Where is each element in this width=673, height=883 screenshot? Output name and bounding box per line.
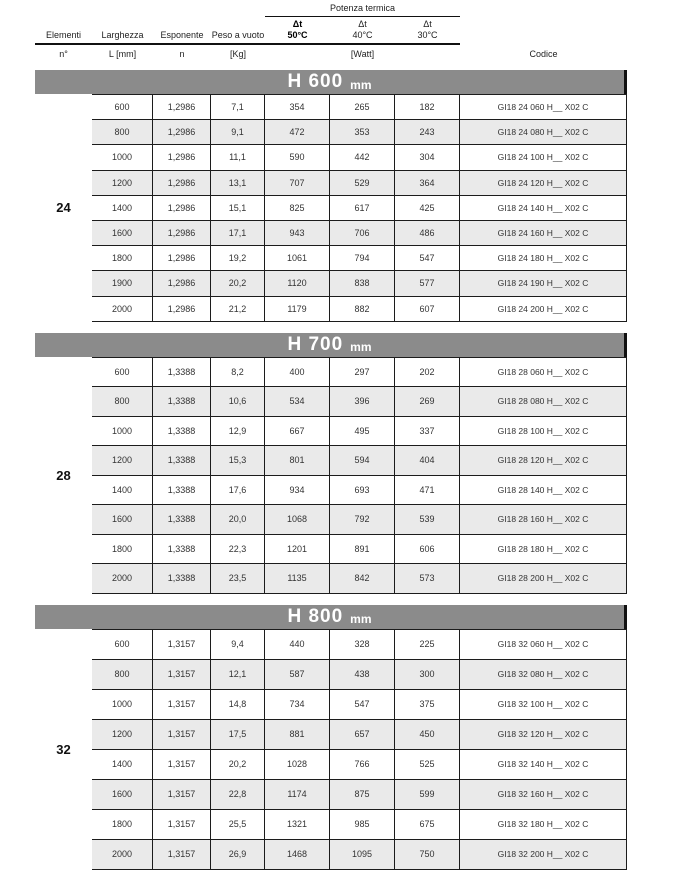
larghezza-cell: 800 <box>92 660 153 689</box>
larghezza-cell: 1800 <box>92 810 153 839</box>
potenza-dt50-cell: 881 <box>265 720 330 749</box>
potenza-dt30-cell: 599 <box>395 780 460 809</box>
table-row <box>92 750 627 780</box>
esponente-cell: 1,3157 <box>153 690 211 719</box>
peso-cell: 11,1 <box>211 145 265 169</box>
peso-cell: 22,8 <box>211 780 265 809</box>
potenza-dt50-cell: 825 <box>265 196 330 220</box>
unit-esponente: n <box>179 49 185 59</box>
esponente-cell: 1,2986 <box>153 145 211 169</box>
potenza-dt30-cell: 337 <box>395 417 460 446</box>
esponente-cell: 1,3157 <box>153 780 211 809</box>
unit-peso: [Kg] <box>229 49 246 59</box>
potenza-dt30-cell: 486 <box>395 221 460 245</box>
larghezza-cell: 1200 <box>92 171 153 195</box>
unit-larghezza: L [mm] <box>108 49 137 59</box>
elementi-count: 28 <box>56 467 71 483</box>
larghezza-cell: 1000 <box>92 145 153 169</box>
potenza-dt30-cell: 450 <box>395 720 460 749</box>
codice-cell: GI18 32 120 H__ X02 C <box>460 720 627 749</box>
table-row <box>92 387 627 417</box>
peso-cell: 17,5 <box>211 720 265 749</box>
potenza-dt30-cell: 304 <box>395 145 460 169</box>
peso-cell: 23,5 <box>211 564 265 593</box>
esponente-cell: 1,2986 <box>153 246 211 270</box>
larghezza-cell: 1600 <box>92 505 153 534</box>
larghezza-cell: 1800 <box>92 246 153 270</box>
larghezza-cell: 1000 <box>92 690 153 719</box>
delta-t-30-symbol: Δt <box>423 19 432 29</box>
codice-cell: GI18 24 080 H__ X02 C <box>460 120 627 144</box>
codice-cell: GI18 28 180 H__ X02 C <box>460 535 627 564</box>
peso-cell: 9,1 <box>211 120 265 144</box>
peso-cell: 8,2 <box>211 358 265 387</box>
potenza-dt40-cell: 442 <box>330 145 395 169</box>
potenza-dt40-cell: 353 <box>330 120 395 144</box>
col-header-elementi: Elementi <box>45 30 81 40</box>
potenza-dt50-cell: 1468 <box>265 840 330 869</box>
larghezza-cell: 600 <box>92 358 153 387</box>
table-row <box>92 246 627 271</box>
column-header-row <box>35 17 627 41</box>
potenza-dt50-cell: 734 <box>265 690 330 719</box>
col-header-dt50 <box>265 19 330 41</box>
potenza-dt50-cell: 1321 <box>265 810 330 839</box>
table-row <box>92 810 627 840</box>
table-row <box>92 690 627 720</box>
esponente-cell: 1,3157 <box>153 660 211 689</box>
potenza-dt30-cell: 225 <box>395 630 460 659</box>
potenza-dt50-cell: 1120 <box>265 271 330 295</box>
datasheet-page <box>35 0 627 870</box>
potenza-dt50-cell: 1174 <box>265 780 330 809</box>
section-unit: mm <box>350 612 372 627</box>
codice-cell: GI18 28 080 H__ X02 C <box>460 387 627 416</box>
potenza-dt50-cell: 1135 <box>265 564 330 593</box>
potenza-dt40-cell: 297 <box>330 358 395 387</box>
esponente-cell: 1,2986 <box>153 171 211 195</box>
potenza-dt50-cell: 801 <box>265 446 330 475</box>
section-banner-h600 <box>35 70 627 94</box>
table-row <box>92 564 627 594</box>
unit-header-row <box>35 45 627 64</box>
table-row <box>92 221 627 246</box>
larghezza-cell: 1200 <box>92 446 153 475</box>
peso-cell: 20,0 <box>211 505 265 534</box>
esponente-cell: 1,2986 <box>153 120 211 144</box>
table-row <box>92 171 627 196</box>
potenza-dt30-cell: 675 <box>395 810 460 839</box>
potenza-dt30-cell: 525 <box>395 750 460 779</box>
potenza-dt50-cell: 1201 <box>265 535 330 564</box>
esponente-cell: 1,3388 <box>153 564 211 593</box>
potenza-termica-label: Potenza termica <box>329 3 396 13</box>
larghezza-cell: 1400 <box>92 476 153 505</box>
section-unit: mm <box>350 77 372 92</box>
potenza-dt50-cell: 1028 <box>265 750 330 779</box>
potenza-dt50-cell: 667 <box>265 417 330 446</box>
potenza-dt30-cell: 375 <box>395 690 460 719</box>
peso-cell: 20,2 <box>211 271 265 295</box>
esponente-cell: 1,3157 <box>153 750 211 779</box>
larghezza-cell: 600 <box>92 630 153 659</box>
table-row <box>92 446 627 476</box>
potenza-dt40-cell: 842 <box>330 564 395 593</box>
table-row <box>92 358 627 388</box>
table-row <box>92 840 627 870</box>
potenza-dt30-cell: 404 <box>395 446 460 475</box>
section-h600 <box>35 70 627 322</box>
potenza-dt30-cell: 202 <box>395 358 460 387</box>
larghezza-cell: 1400 <box>92 196 153 220</box>
esponente-cell: 1,3388 <box>153 358 211 387</box>
potenza-dt50-cell: 1068 <box>265 505 330 534</box>
potenza-dt30-cell: 243 <box>395 120 460 144</box>
codice-cell: GI18 32 160 H__ X02 C <box>460 780 627 809</box>
potenza-dt40-cell: 617 <box>330 196 395 220</box>
larghezza-cell: 1600 <box>92 221 153 245</box>
potenza-dt30-cell: 573 <box>395 564 460 593</box>
codice-cell: GI18 24 180 H__ X02 C <box>460 246 627 270</box>
delta-t-50-temp: 50°C <box>287 30 308 40</box>
codice-cell: GI18 32 180 H__ X02 C <box>460 810 627 839</box>
codice-cell: GI18 28 060 H__ X02 C <box>460 358 627 387</box>
potenza-dt50-cell: 590 <box>265 145 330 169</box>
table-row <box>92 535 627 565</box>
potenza-dt50-cell: 534 <box>265 387 330 416</box>
potenza-dt40-cell: 529 <box>330 171 395 195</box>
delta-t-40-temp: 40°C <box>352 30 373 40</box>
codice-cell: GI18 28 100 H__ X02 C <box>460 417 627 446</box>
section-h800 <box>35 605 627 870</box>
potenza-dt40-cell: 693 <box>330 476 395 505</box>
esponente-cell: 1,2986 <box>153 196 211 220</box>
esponente-cell: 1,3388 <box>153 387 211 416</box>
potenza-dt50-cell: 943 <box>265 221 330 245</box>
col-header-larghezza: Larghezza <box>101 30 144 40</box>
peso-cell: 15,3 <box>211 446 265 475</box>
codice-cell: GI18 32 060 H__ X02 C <box>460 630 627 659</box>
peso-cell: 12,1 <box>211 660 265 689</box>
table-row <box>92 271 627 296</box>
potenza-dt50-cell: 587 <box>265 660 330 689</box>
codice-cell: GI18 24 060 H__ X02 C <box>460 95 627 119</box>
potenza-dt40-cell: 547 <box>330 690 395 719</box>
larghezza-cell: 800 <box>92 387 153 416</box>
peso-cell: 15,1 <box>211 196 265 220</box>
esponente-cell: 1,2986 <box>153 297 211 321</box>
table-row <box>92 120 627 145</box>
table-row <box>92 720 627 750</box>
codice-cell: GI18 24 120 H__ X02 C <box>460 171 627 195</box>
data-rows <box>92 629 627 870</box>
elementi-count: 32 <box>56 741 71 757</box>
col-header-dt30 <box>395 19 460 41</box>
esponente-cell: 1,3157 <box>153 720 211 749</box>
col-header-dt40 <box>330 19 395 41</box>
potenza-dt50-cell: 440 <box>265 630 330 659</box>
section-banner-h800 <box>35 605 627 629</box>
codice-cell: GI18 28 120 H__ X02 C <box>460 446 627 475</box>
potenza-dt40-cell: 438 <box>330 660 395 689</box>
delta-t-40-symbol: Δt <box>358 19 367 29</box>
codice-cell: GI18 28 140 H__ X02 C <box>460 476 627 505</box>
potenza-dt50-cell: 354 <box>265 95 330 119</box>
potenza-dt30-cell: 750 <box>395 840 460 869</box>
potenza-dt40-cell: 396 <box>330 387 395 416</box>
col-header-codice: Codice <box>529 49 558 59</box>
potenza-dt50-cell: 1179 <box>265 297 330 321</box>
peso-cell: 21,2 <box>211 297 265 321</box>
larghezza-cell: 2000 <box>92 564 153 593</box>
larghezza-cell: 2000 <box>92 297 153 321</box>
esponente-cell: 1,3388 <box>153 446 211 475</box>
potenza-dt50-cell: 1061 <box>265 246 330 270</box>
codice-cell: GI18 28 160 H__ X02 C <box>460 505 627 534</box>
potenza-dt40-cell: 706 <box>330 221 395 245</box>
codice-cell: GI18 32 140 H__ X02 C <box>460 750 627 779</box>
potenza-dt30-cell: 606 <box>395 535 460 564</box>
codice-cell: GI18 32 080 H__ X02 C <box>460 660 627 689</box>
delta-t-30-temp: 30°C <box>417 30 438 40</box>
table-row <box>92 780 627 810</box>
table-row <box>92 297 627 322</box>
elementi-count: 24 <box>56 200 71 216</box>
potenza-dt40-cell: 328 <box>330 630 395 659</box>
table-row <box>92 630 627 660</box>
esponente-cell: 1,3388 <box>153 476 211 505</box>
potenza-dt40-cell: 882 <box>330 297 395 321</box>
table-row <box>92 505 627 535</box>
potenza-dt30-cell: 300 <box>395 660 460 689</box>
esponente-cell: 1,2986 <box>153 95 211 119</box>
data-rows <box>92 94 627 322</box>
codice-cell: GI18 32 200 H__ X02 C <box>460 840 627 869</box>
potenza-dt40-cell: 792 <box>330 505 395 534</box>
table-row <box>92 476 627 506</box>
potenza-dt40-cell: 891 <box>330 535 395 564</box>
peso-cell: 7,1 <box>211 95 265 119</box>
codice-cell: GI18 32 100 H__ X02 C <box>460 690 627 719</box>
potenza-dt40-cell: 1095 <box>330 840 395 869</box>
larghezza-cell: 1400 <box>92 750 153 779</box>
section-unit: mm <box>350 340 372 355</box>
peso-cell: 17,6 <box>211 476 265 505</box>
peso-cell: 10,6 <box>211 387 265 416</box>
larghezza-cell: 1000 <box>92 417 153 446</box>
codice-cell: GI18 24 100 H__ X02 C <box>460 145 627 169</box>
table-header <box>35 3 627 64</box>
larghezza-cell: 2000 <box>92 840 153 869</box>
peso-cell: 12,9 <box>211 417 265 446</box>
potenza-dt30-cell: 182 <box>395 95 460 119</box>
larghezza-cell: 600 <box>92 95 153 119</box>
peso-cell: 13,1 <box>211 171 265 195</box>
potenza-dt40-cell: 495 <box>330 417 395 446</box>
esponente-cell: 1,3157 <box>153 840 211 869</box>
esponente-cell: 1,3157 <box>153 630 211 659</box>
unit-watt: [Watt] <box>350 49 375 59</box>
esponente-cell: 1,2986 <box>153 221 211 245</box>
peso-cell: 22,3 <box>211 535 265 564</box>
peso-cell: 14,8 <box>211 690 265 719</box>
peso-cell: 26,9 <box>211 840 265 869</box>
potenza-dt30-cell: 269 <box>395 387 460 416</box>
potenza-dt40-cell: 766 <box>330 750 395 779</box>
potenza-dt50-cell: 400 <box>265 358 330 387</box>
larghezza-cell: 1800 <box>92 535 153 564</box>
table-row <box>92 95 627 120</box>
potenza-dt50-cell: 934 <box>265 476 330 505</box>
peso-cell: 17,1 <box>211 221 265 245</box>
potenza-dt30-cell: 425 <box>395 196 460 220</box>
potenza-dt40-cell: 657 <box>330 720 395 749</box>
esponente-cell: 1,3157 <box>153 810 211 839</box>
table-row <box>92 660 627 690</box>
data-rows <box>92 357 627 594</box>
larghezza-cell: 1600 <box>92 780 153 809</box>
delta-t-50-symbol: Δt <box>292 19 303 29</box>
esponente-cell: 1,3388 <box>153 535 211 564</box>
esponente-cell: 1,2986 <box>153 271 211 295</box>
potenza-dt40-cell: 794 <box>330 246 395 270</box>
potenza-dt30-cell: 539 <box>395 505 460 534</box>
table-row <box>92 196 627 221</box>
larghezza-cell: 1900 <box>92 271 153 295</box>
potenza-dt40-cell: 594 <box>330 446 395 475</box>
potenza-dt40-cell: 875 <box>330 780 395 809</box>
potenza-dt30-cell: 577 <box>395 271 460 295</box>
peso-cell: 20,2 <box>211 750 265 779</box>
larghezza-cell: 800 <box>92 120 153 144</box>
larghezza-cell: 1200 <box>92 720 153 749</box>
col-header-peso: Peso a vuoto <box>211 30 265 40</box>
codice-cell: GI18 24 140 H__ X02 C <box>460 196 627 220</box>
section-title: H 800 <box>287 605 344 627</box>
peso-cell: 9,4 <box>211 630 265 659</box>
potenza-dt50-cell: 707 <box>265 171 330 195</box>
col-header-esponente: Esponente <box>160 30 204 40</box>
potenza-dt40-cell: 985 <box>330 810 395 839</box>
potenza-dt40-cell: 265 <box>330 95 395 119</box>
table-row <box>92 417 627 447</box>
codice-cell: GI18 24 160 H__ X02 C <box>460 221 627 245</box>
peso-cell: 19,2 <box>211 246 265 270</box>
potenza-dt30-cell: 471 <box>395 476 460 505</box>
potenza-dt50-cell: 472 <box>265 120 330 144</box>
potenza-dt40-cell: 838 <box>330 271 395 295</box>
potenza-dt30-cell: 364 <box>395 171 460 195</box>
unit-elementi: n° <box>59 49 68 59</box>
section-title: H 600 <box>287 71 344 92</box>
codice-cell: GI18 24 200 H__ X02 C <box>460 297 627 321</box>
codice-cell: GI18 28 200 H__ X02 C <box>460 564 627 593</box>
esponente-cell: 1,3388 <box>153 417 211 446</box>
section-title: H 700 <box>287 333 344 355</box>
esponente-cell: 1,3388 <box>153 505 211 534</box>
section-banner-h700 <box>35 333 627 357</box>
potenza-dt30-cell: 547 <box>395 246 460 270</box>
section-h700 <box>35 333 627 594</box>
potenza-termica-group-header <box>265 3 460 17</box>
peso-cell: 25,5 <box>211 810 265 839</box>
table-row <box>92 145 627 170</box>
potenza-dt30-cell: 607 <box>395 297 460 321</box>
codice-cell: GI18 24 190 H__ X02 C <box>460 271 627 295</box>
